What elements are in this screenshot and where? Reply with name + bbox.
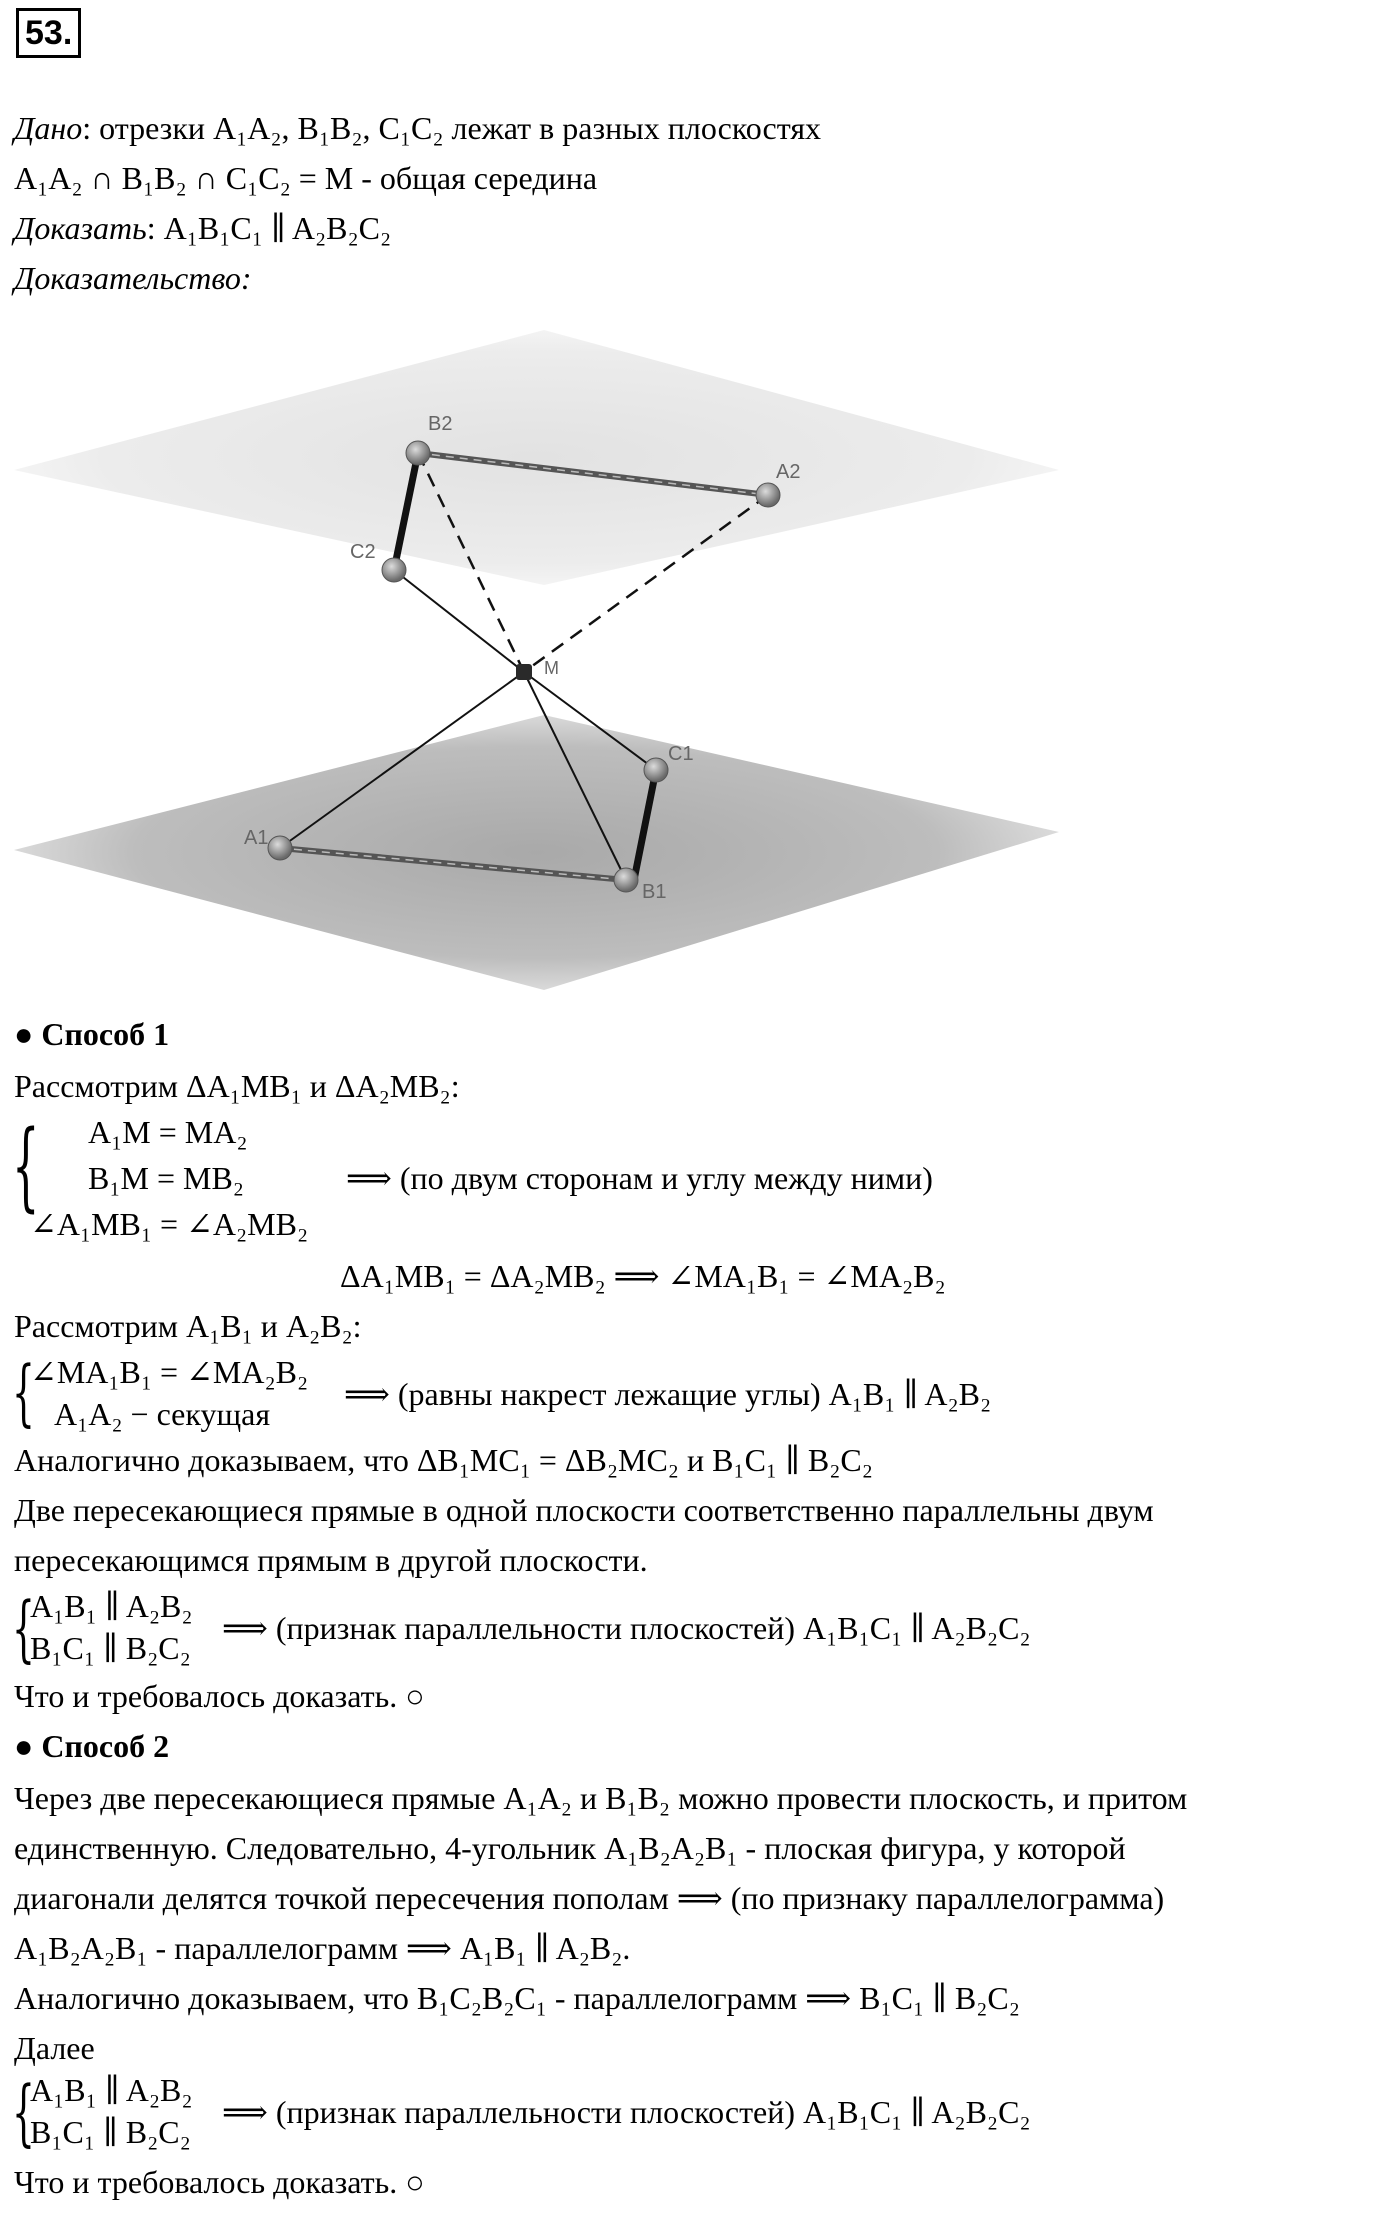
label-m: M	[544, 658, 559, 678]
point-a1	[268, 836, 292, 860]
system2-a: ∠MA₁B₁ = ∠MA₂B₂	[30, 1354, 309, 1390]
method1-end: Что и требовалось доказать. ○	[14, 1678, 425, 1714]
system1-a: A₁M = MA₂	[88, 1114, 248, 1150]
geometry-svg	[14, 330, 1069, 990]
method2-title: ● Способ 2	[14, 1728, 170, 1764]
method2-line-3: диагонали делятся точкой пересечения пополам ⟹ (по признаку параллелограмма)	[14, 1880, 1165, 1916]
system4-a: A₁B₁ ∥ A₂B₂	[30, 2072, 193, 2108]
method2-line-1: Через две пересекающиеся прямые A₁A₂ и B₁B₂ можно провести плоскость, и притом	[14, 1780, 1188, 1816]
prove-line	[14, 208, 391, 248]
method1-line-4: Аналогично доказываем, что ΔB₁MC₁ = ΔB₂MC₂ и B₁C₁ ∥ B₂C₂	[14, 1442, 873, 1478]
prove-label: Доказать	[14, 210, 147, 246]
system-brace-1: {	[12, 1110, 40, 1222]
system1-b: B₁M = MB₂	[88, 1160, 244, 1196]
system3-a: A₁B₁ ∥ A₂B₂	[30, 1588, 193, 1624]
method1-title: ● Способ 1	[14, 1016, 170, 1052]
method2-line-4: A₁B₂A₂B₁ - параллелограмм ⟹ A₁B₁ ∥ A₂B₂.	[14, 1930, 631, 1966]
point-b2	[406, 441, 430, 465]
method1-line-5: Две пересекающиеся прямые в одной плоскости соответственно параллельны двум	[14, 1492, 1154, 1528]
point-c2	[382, 558, 406, 582]
system4-b: B₁C₁ ∥ B₂C₂	[30, 2114, 191, 2150]
point-m	[516, 664, 532, 680]
system3-b: B₁C₁ ∥ B₂C₂	[30, 1630, 191, 1666]
system-brace-2: {	[12, 1350, 35, 1434]
method2-line-5: Аналогично доказываем, что B₁C₂B₂C₁ - параллелограмм ⟹ B₁C₁ ∥ B₂C₂	[14, 1980, 1020, 2016]
method1-line-1: Рассмотрим ΔA₁MB₁ и ΔA₂MB₂:	[14, 1068, 460, 1104]
method2-line-2: единственную. Следовательно, 4-угольник A₁B₂A₂B₁ - плоская фигура, у которой	[14, 1830, 1126, 1866]
system1-c: ∠A₁MB₁ = ∠A₂MB₂	[30, 1206, 309, 1242]
segment-c2-m	[394, 570, 524, 672]
geometry-figure	[14, 330, 1069, 990]
point-a2	[756, 483, 780, 507]
label-a1: A1	[244, 827, 269, 849]
point-c1	[644, 758, 668, 782]
given-line-2: A₁A₂ ∩ B₁B₂ ∩ C₁C₂ = M - общая середина	[14, 160, 598, 196]
point-b1	[614, 868, 638, 892]
method2-line-6: Далее	[14, 2030, 95, 2066]
label-c2: C2	[350, 541, 376, 563]
system1-result: ⟹ (по двум сторонам и углу между ними)	[346, 1160, 933, 1196]
label-a2: A2	[776, 461, 801, 483]
system2-b: A₁A₂ − секущая	[54, 1396, 271, 1432]
label-b1: B1	[642, 881, 667, 903]
system2-result: ⟹ (равны накрест лежащие углы) A₁B₁ ∥ A₂B₂	[344, 1376, 992, 1412]
system4-result: ⟹ (признак параллельности плоскостей) A₁B₁C₁ ∥ A₂B₂C₂	[222, 2094, 1031, 2130]
prove-text: : A₁B₁C₁ ∥ A₂B₂C₂	[146, 210, 392, 246]
given-line	[14, 108, 821, 148]
method1-line-3: Рассмотрим A₁B₁ и A₂B₂:	[14, 1308, 362, 1344]
method1-line-6: пересекающимся прямым в другой плоскости.	[14, 1542, 648, 1578]
problem-number: 53.	[16, 8, 81, 58]
system-brace-4: {	[12, 2070, 35, 2154]
lower-plane	[14, 715, 1059, 990]
method2-end: Что и требовалось доказать. ○	[14, 2164, 425, 2200]
label-c1: C1	[668, 743, 694, 765]
given-label: Дано	[14, 110, 83, 146]
system3-result: ⟹ (признак параллельности плоскостей) A₁B₁C₁ ∥ A₂B₂C₂	[222, 1610, 1031, 1646]
method1-line-2: ΔA₁MB₁ = ΔA₂MB₂ ⟹ ∠MA₁B₁ = ∠MA₂B₂	[340, 1258, 946, 1294]
system-brace-3: {	[12, 1586, 35, 1670]
upper-plane	[14, 330, 1059, 585]
given-text: : отрезки A₁A₂, B₁B₂, C₁C₂ лежат в разных плоскостях	[82, 110, 822, 146]
label-b2: B2	[428, 413, 453, 435]
proof-label: Доказательство:	[14, 260, 252, 296]
